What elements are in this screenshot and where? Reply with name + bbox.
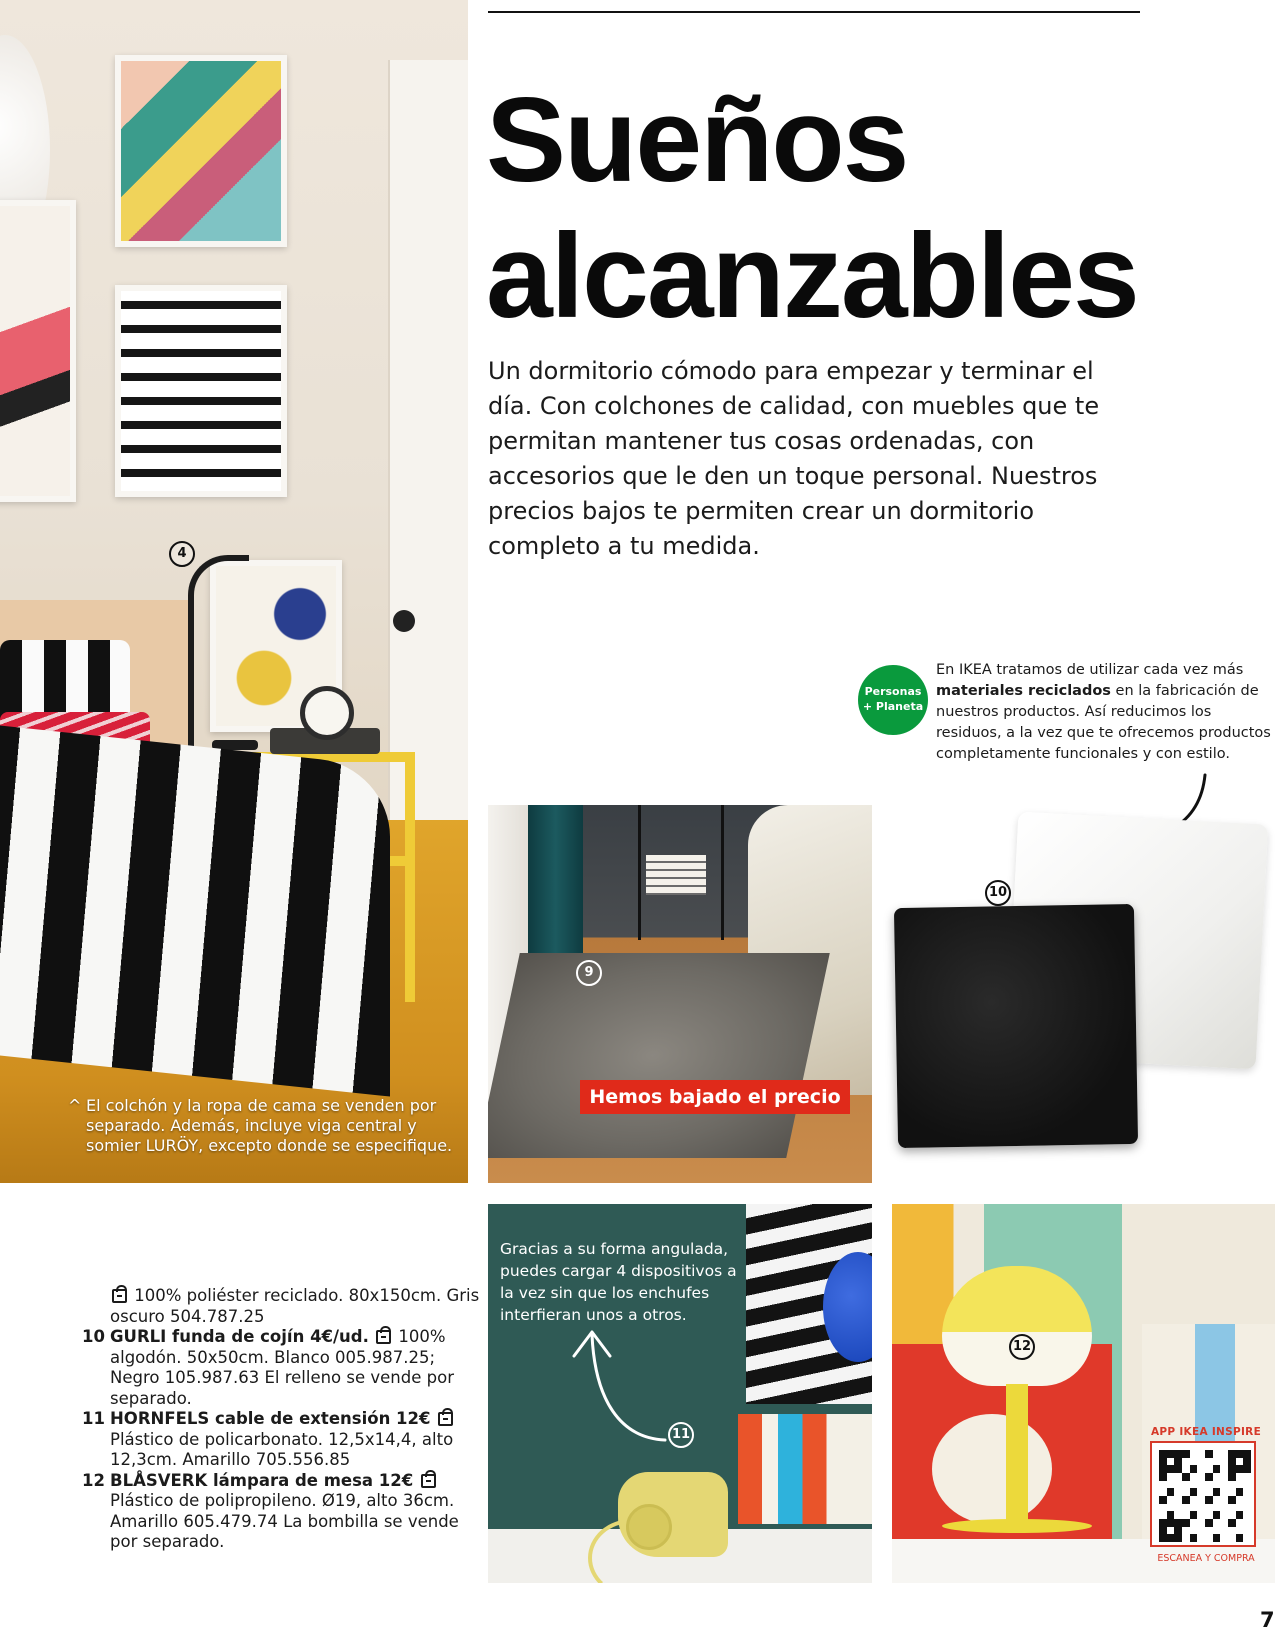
caption-mark: ^ (68, 1096, 82, 1115)
art-print-leaves (115, 55, 287, 247)
note-text-start: En IKEA tratamos de utilizar cada vez más (936, 662, 1244, 678)
price-drop-badge: Hemos bajado el precio (580, 1080, 850, 1114)
product-description: Plástico de polipropileno. Ø19, alto 36cm. Amarillo 605.479.74 La bombilla se vende por separado. (110, 1491, 459, 1551)
product-item (80, 1471, 480, 1553)
callout-11: 11 (668, 1422, 694, 1448)
alarm-clock (300, 686, 354, 740)
product-item (80, 1286, 480, 1327)
product-description: 100% algodón. 50x50cm. Blanco 005.987.25; Negro 105.987.63 El relleno se vende por separado. (110, 1327, 454, 1408)
lamp-base (942, 1519, 1092, 1533)
product-number: 12 (82, 1470, 105, 1490)
shopping-bag-icon (438, 1412, 453, 1426)
socket (626, 1504, 672, 1550)
curved-arrow-up-icon (560, 1320, 680, 1460)
callout-12: 12 (1009, 1334, 1035, 1360)
qr-pattern (1159, 1450, 1251, 1542)
white-shape (932, 1414, 1052, 1524)
callout-4: 4 (169, 541, 195, 567)
callout-10: 10 (985, 880, 1011, 906)
product-item (80, 1327, 480, 1409)
wardrobe (388, 60, 468, 840)
shopping-bag-icon (376, 1330, 391, 1344)
colorful-poster (738, 1414, 872, 1524)
qr-label: APP IKEA INSPIRE (1150, 1426, 1262, 1438)
top-rule (488, 11, 1140, 13)
product-name: BLÅSVERK lámpara de mesa 12€ (110, 1470, 414, 1490)
product-item (80, 1409, 480, 1471)
art-print-semicircles (115, 285, 287, 497)
sustainability-note (936, 660, 1276, 765)
desk-lamp (188, 555, 249, 761)
badge-line-1: Personas (864, 685, 922, 698)
product-description: Plástico de policarbonato. 12,5x14,4, alto 12,3cm. Amarillo 705.556.85 (110, 1429, 454, 1469)
books (646, 855, 706, 895)
intro-paragraph: Un dormitorio cómodo para empezar y terminar el día. Con colchones de calidad, con muebles que te permitan mantener tus cosas ordenadas, con accesorios que le den un toque personal. Nuestros precios bajos te permiten crear un dormitorio completo a tu medida. (488, 357, 1100, 560)
product-list (80, 1286, 480, 1553)
product-number: 11 (82, 1409, 105, 1428)
people-planet-badge (858, 665, 928, 735)
page-number: 7 (1260, 1608, 1275, 1632)
note-text-end: en la fabricación de nuestros productos. Así reducimos los residuos, a la vez que te ofrecemos productos completamente funcionales y con estilo. (936, 683, 1271, 762)
wardrobe-handle (393, 610, 415, 632)
bed-caption-text: El colchón y la ropa de cama se venden por separado. Además, incluye viga central y somier LURÖY, excepto donde se especifique. (86, 1096, 453, 1155)
lamp-stem (1006, 1384, 1028, 1524)
product-number: 10 (82, 1327, 105, 1346)
product-name: GURLI funda de cojín 4€/ud. (110, 1327, 369, 1346)
badge-line-2: + Planeta (862, 700, 924, 713)
black-cushion (894, 904, 1138, 1148)
shopping-bag-icon (112, 1289, 127, 1303)
bed-caption (68, 1096, 461, 1156)
product-description: 100% poliéster reciclado. 80x150cm. Gris oscuro 504.787.25 (110, 1286, 480, 1326)
callout-9: 9 (576, 960, 602, 986)
note-text-bold: materiales reciclados (936, 683, 1111, 699)
cable-note: Gracias a su forma angulada, puedes cargar 4 dispositivos a la vez sin que los enchufes interfieran unos a otros. (500, 1240, 737, 1324)
grey-rug (488, 953, 830, 1158)
art-print-abstract (0, 200, 76, 502)
lamp-shade (942, 1266, 1092, 1386)
rug-photo (488, 805, 872, 1183)
shopping-bag-icon (421, 1474, 436, 1488)
qr-code[interactable] (1150, 1441, 1256, 1547)
qr-caption: ESCANEA Y COMPRA (1157, 1553, 1255, 1564)
bedroom-photo (0, 0, 468, 1183)
page-title: Sueños alcanzables (486, 73, 1138, 343)
striped-duvet (0, 723, 390, 1096)
product-name: HORNFELS cable de extensión 12€ (110, 1409, 431, 1428)
